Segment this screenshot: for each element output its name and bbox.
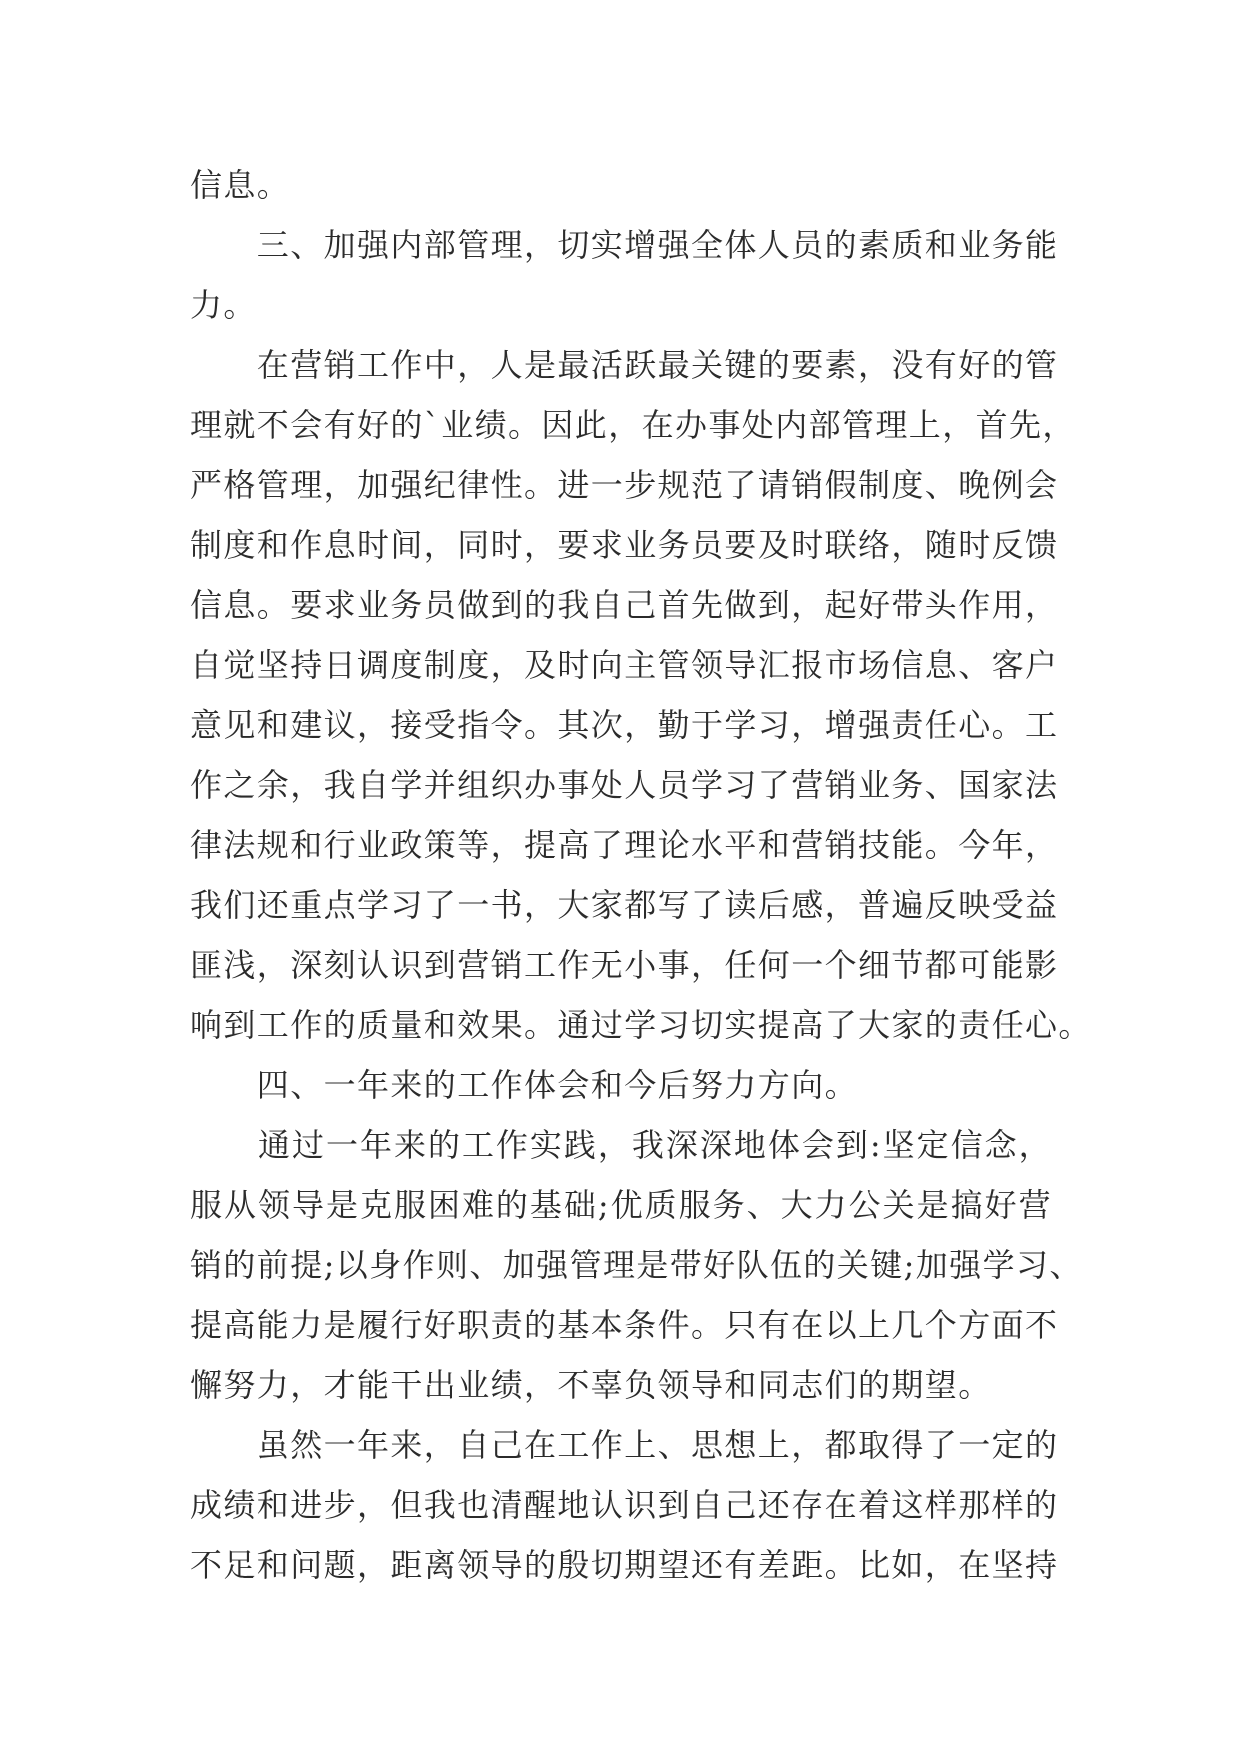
text-line: 不足和问题，距离领导的殷切期望还有差距。比如，在坚持 (190, 1546, 1059, 1584)
text-line: 信息。 (190, 166, 291, 204)
text-line: 懈努力，才能干出业绩，不辜负领导和同志们的期望。 (190, 1366, 992, 1404)
text-line: 匪浅，深刻认识到营销工作无小事，任何一个细节都可能影 (190, 946, 1059, 984)
text-line: 四、一年来的工作体会和今后努力方向。 (190, 1066, 859, 1104)
text-line: 严格管理，加强纪律性。进一步规范了请销假制度、晚例会 (190, 466, 1059, 504)
text-line: 响到工作的质量和效果。通过学习切实提高了大家的责任心。 (190, 1006, 1092, 1044)
text-line: 意见和建议，接受指令。其次，勤于学习，增强责任心。工 (190, 706, 1059, 744)
text-line: 律法规和行业政策等，提高了理论水平和营销技能。今年， (190, 826, 1059, 864)
text-line: 力。 (190, 286, 257, 324)
text-line: 自觉坚持日调度制度，及时向主管领导汇报市场信息、客户 (190, 646, 1059, 684)
text-line: 提高能力是履行好职责的基本条件。只有在以上几个方面不 (190, 1306, 1059, 1344)
text-line: 服从领导是克服困难的基础;优质服务、大力公关是搞好营 (190, 1186, 1052, 1224)
text-line: 信息。要求业务员做到的我自己首先做到，起好带头作用， (190, 586, 1059, 624)
text-line: 在营销工作中，人是最活跃最关键的要素，没有好的管 (190, 346, 1059, 384)
text-line: 销的前提;以身作则、加强管理是带好队伍的关键;加强学习、 (190, 1246, 1083, 1284)
text-line: 制度和作息时间，同时，要求业务员要及时联络，随时反馈 (190, 526, 1059, 564)
text-line: 成绩和进步，但我也清醒地认识到自己还存在着这样那样的 (190, 1486, 1059, 1524)
text-line: 理就不会有好的`业绩。因此，在办事处内部管理上，首先， (190, 406, 1076, 444)
text-line: 作之余，我自学并组织办事处人员学习了营销业务、国家法 (190, 766, 1059, 804)
document-body (190, 155, 1092, 1595)
text-line: 通过一年来的工作实践，我深深地体会到:坚定信念， (190, 1126, 1052, 1164)
text-line: 我们还重点学习了一书，大家都写了读后感，普遍反映受益 (190, 886, 1059, 924)
text-line: 虽然一年来，自己在工作上、思想上，都取得了一定的 (190, 1426, 1059, 1464)
text-line: 三、加强内部管理，切实增强全体人员的素质和业务能 (190, 226, 1059, 264)
